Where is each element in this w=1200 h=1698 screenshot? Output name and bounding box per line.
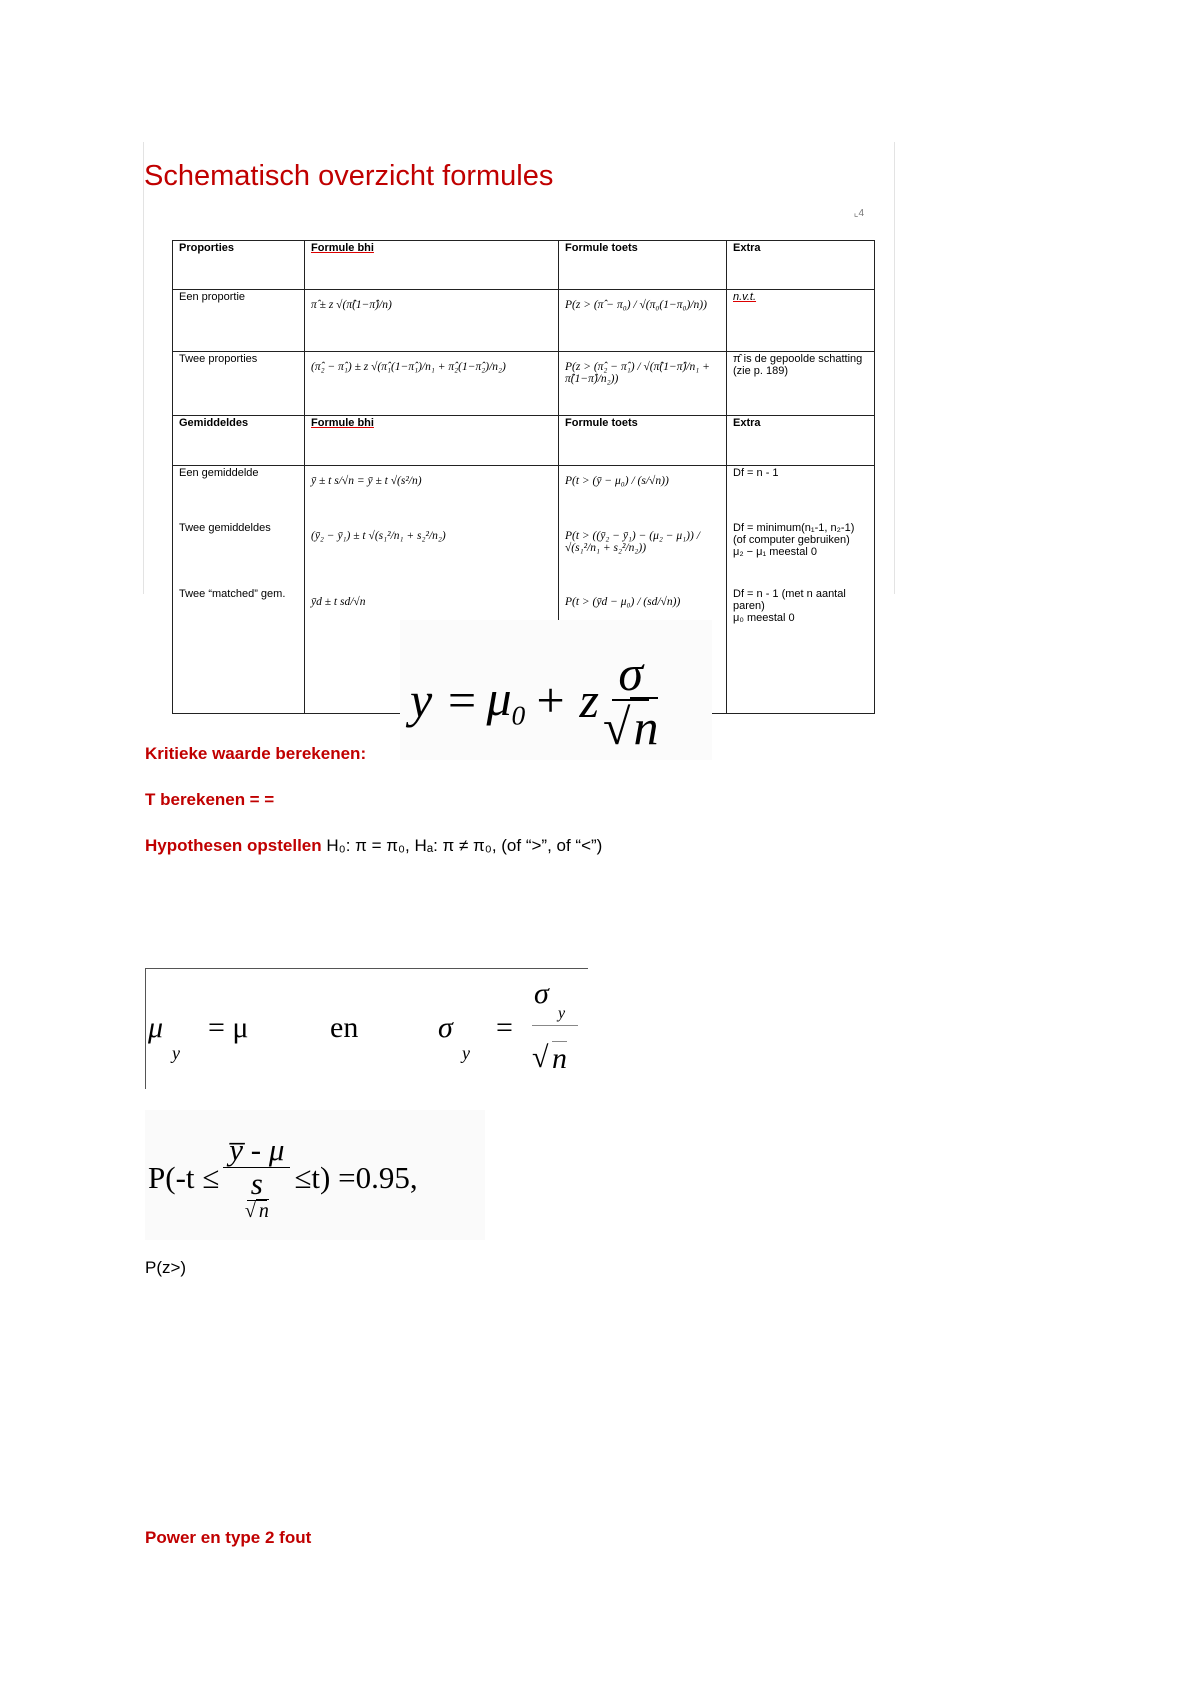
critical-value-heading: Kritieke waarde berekenen: [145,744,367,763]
extra-line: μ₂ − μ₁ meestal 0 [733,546,817,559]
table-row [173,290,875,352]
ci-formula: ȳd ± t sd/√n [305,587,559,713]
table-header: Proporties [173,241,305,290]
table-header: Extra [727,416,875,465]
sigma-symbol: σ [438,1011,453,1044]
table-header-row [173,241,875,290]
numerator-subscript: y [558,1005,566,1022]
power-heading: Power en type 2 fout [145,1528,312,1547]
row-label: Een proportie [173,290,305,352]
mean-sd-formula-image [145,968,588,1089]
fraction-denominator: n [552,1042,567,1075]
row-label: Twee proporties [173,352,305,416]
row-label: Een gemiddelde [173,465,305,521]
hypothesis-line [145,836,602,856]
fraction-bar [532,1025,578,1026]
test-formula: P(z > (π̂₂ − π̂₁) / √(π̂(1−π̂)/n₁ + π̂(1−π̂)/n₂)) [559,352,727,416]
ci-formula: π̂ ± z √(π̂(1−π̂)/n) [305,290,559,352]
extra-cell [727,587,875,713]
sigma-equals: = [496,1011,513,1044]
extra-cell: π̂ is de gepoolde schatting (zie p. 189) [727,352,875,416]
table-header: Formule bhi [305,416,559,465]
ci-formula: ȳ ± t s/√n = ȳ ± t √(s²/n) [305,465,559,521]
extra-cell: Df = n - 1 [727,465,875,521]
sqrt-icon: √ [603,699,631,755]
extra-cell: n.v.t. [727,290,875,352]
formula-plus-z: + z [533,672,599,728]
fraction-numerator: σ [534,977,549,1010]
hypothesis-heading: Hypothesen opstellen [145,836,322,855]
t-calc-line [145,790,274,810]
row-label: Twee “matched” gem. [173,587,305,713]
extra-cell [727,521,875,587]
extra-line: Df = minimum(n₁-1, n₂-1) [733,522,855,535]
test-formula: P(t > (ȳd − μ₀) / (sd/√n)) [559,587,727,713]
extra-line: μ₀ meestal 0 [733,612,795,625]
table-header-row [173,416,875,465]
table-header: Formule bhi [305,241,559,290]
table-header: Gemiddeldes [173,416,305,465]
en-word: en [330,1011,359,1044]
page-mark: ⌞4 [853,208,864,219]
ci-formula: (ȳ₂ − ȳ₁) ± t √(s₁²/n₁ + s₂²/n₂) [305,521,559,587]
formula-overview-image [143,142,895,625]
formula-mu: $\mu_0$ [486,669,526,731]
pform-fraction: y̅ - μ s √ n [223,1134,290,1222]
overview-title: Schematisch overzicht formules [144,160,554,192]
t-calc-rest: = = [249,790,275,809]
mu-equals: = μ [208,1011,249,1044]
table-row [173,521,875,587]
test-formula: P(t > (ȳ − μ₀) / (s/√n)) [559,465,727,521]
sqrt-icon: √ [244,1200,256,1223]
table-row [173,465,875,521]
test-formula: P(t > ((ȳ₂ − ȳ₁) − (μ₂ − μ₁)) / √(s₁²/n₁ + s₂²/n₂)) [559,521,727,587]
extra-line: (of computer gebruiken) [733,534,850,547]
mu-subscript: y [172,1043,180,1063]
test-formula: P(z > (π̂ − π₀) / √(π₀(1−π₀)/n)) [559,290,727,352]
table-row [173,352,875,416]
pform-lhs: P(-t ≤ [148,1160,220,1195]
ci-formula: (π̂₂ − π̂₁) ± z √(π̂₁(1−π̂₁)/n₁ + π̂₂(1−π̂₂)/n₂) [305,352,559,416]
table-header: Extra [727,241,875,290]
pz-text: P(z>) [145,1258,187,1277]
extra-line: Df = n - 1 (met n aantal paren) [733,588,846,613]
critical-value-formula [410,640,662,760]
table-header: Formule toets [559,241,727,290]
formula-lhs: y = [410,672,479,728]
row-label: Twee gemiddeldes [173,521,305,587]
t-calc-heading: T berekenen [145,790,246,809]
mu-symbol: μ [148,1011,164,1044]
sqrt-icon: √ [532,1041,549,1074]
sigma-subscript: y [462,1043,470,1063]
probability-formula [148,1118,418,1238]
hypothesis-body: H₀: π = π₀, Hₐ: π ≠ π₀, (of “>”, of “<”) [321,836,603,855]
table-header: Formule toets [559,416,727,465]
formula-fraction: $\frac{\sigma}{√n}$ [603,644,659,755]
pform-rhs: ≤t) =0.95, [294,1160,418,1195]
